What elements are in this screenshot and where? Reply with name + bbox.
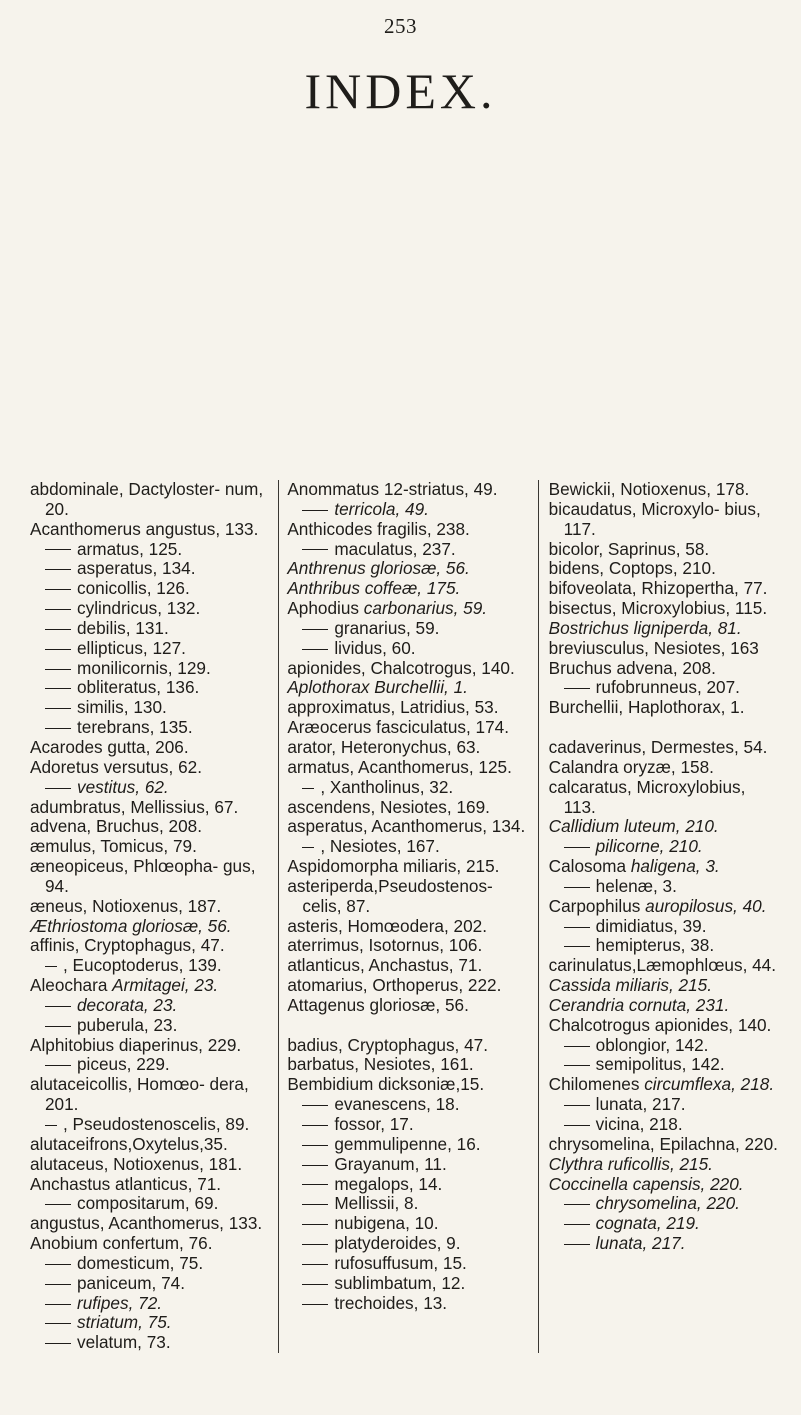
- index-entry: [287, 956, 529, 976]
- index-subentry: [287, 639, 529, 659]
- index-entry: [549, 559, 780, 579]
- entry-text: apionides, Chalcotrogus, 140.: [287, 657, 515, 678]
- entry-text: Calosoma: [548, 856, 631, 877]
- index-subentry: [287, 1194, 529, 1214]
- entry-text: Bruchus advena, 208.: [548, 657, 716, 678]
- index-entry: [30, 738, 264, 758]
- entry-text: bifoveolata, Rhizopertha, 77.: [548, 578, 768, 599]
- entry-text: trechoides, 13.: [334, 1292, 448, 1313]
- index-entry: [549, 738, 780, 758]
- entry-text: puberula, 23.: [77, 1014, 178, 1035]
- entry-text: adumbratus, Mellissius, 67.: [30, 796, 239, 817]
- index-entry: [30, 976, 264, 996]
- entry-text: Alphitobius diaperinus, 229.: [30, 1034, 242, 1055]
- index-entry: [287, 1075, 529, 1095]
- entry-text: sublimbatum, 12.: [334, 1272, 466, 1293]
- page-number: 253: [384, 14, 417, 38]
- index-subentry: [549, 1115, 780, 1135]
- entry-text: Aphodius: [287, 598, 364, 619]
- index-entry: [549, 1135, 780, 1155]
- index-subentry: [287, 540, 529, 560]
- index-entry: [287, 758, 529, 778]
- index-subentry: [30, 619, 264, 639]
- index-subentry: [30, 1313, 264, 1333]
- entry-text: Cassida miliaris, 215.: [548, 975, 712, 996]
- entry-text: oblongior, 142.: [595, 1034, 709, 1055]
- index-subentry: [30, 996, 264, 1016]
- index-subentry: [287, 1155, 529, 1175]
- index-entry: [30, 897, 264, 917]
- index-subentry: [30, 1274, 264, 1294]
- index-subentry: [30, 678, 264, 698]
- index-subentry: [30, 639, 264, 659]
- index-subentry: [30, 1254, 264, 1274]
- index-entry: [30, 1234, 264, 1254]
- entry-text: Chalcotrogus apionides, 140.: [548, 1014, 772, 1035]
- index-subentry: [30, 1294, 264, 1314]
- entry-text: ascendens, Nesiotes, 169.: [287, 796, 490, 817]
- entry-text: armatus, Acanthomerus, 125.: [287, 756, 512, 777]
- entry-text: evanescens, 18.: [334, 1094, 460, 1115]
- entry-text: æneus, Notioxenus, 187.: [30, 895, 222, 916]
- entry-text: Anommatus 12-striatus, 49.: [287, 479, 498, 499]
- entry-text: , Eucoptoderus, 139.: [63, 955, 222, 976]
- index-subentry: [549, 678, 780, 698]
- entry-text: obliteratus, 136.: [77, 677, 200, 698]
- index-subentry: [549, 1036, 780, 1056]
- index-subentry: [287, 1254, 529, 1274]
- index-entry: [549, 758, 780, 778]
- entry-text: breviusculus, Nesiotes, 163: [548, 637, 759, 658]
- index-entry: [287, 480, 529, 500]
- entry-text: bicaudatus, Microxylo- bius, 117.: [548, 498, 761, 539]
- entry-text: Anobium confertum, 76.: [30, 1233, 213, 1254]
- index-subentry: [549, 1194, 780, 1214]
- index-entry: [30, 480, 264, 520]
- entry-text: fossor, 17.: [334, 1114, 414, 1134]
- index-entry: [287, 738, 529, 758]
- index-subentry: [30, 579, 264, 599]
- index-subentry: [549, 936, 780, 956]
- index-entry: [30, 1075, 264, 1115]
- index-subentry: [287, 1274, 529, 1294]
- index-entry: [549, 1016, 780, 1036]
- index-subentry: [287, 1234, 529, 1254]
- entry-text: cadaverinus, Dermestes, 54.: [548, 736, 768, 757]
- index-subentry: [549, 917, 780, 937]
- index-entry: [287, 976, 529, 996]
- entry-text-italic: auropilosus, 40.: [645, 895, 767, 916]
- entry-text: terebrans, 135.: [77, 717, 193, 738]
- index-entry: [287, 678, 529, 698]
- index-subentry: [30, 1194, 264, 1214]
- index-entry: [549, 599, 780, 619]
- index-entry: [30, 1155, 264, 1175]
- entry-text: ellipticus, 127.: [77, 637, 186, 658]
- entry-text: debilis, 131.: [77, 617, 169, 638]
- index-subentry: [287, 1214, 529, 1234]
- entry-text: Carpophilus: [548, 895, 646, 916]
- entry-text: Bembidium dicksoniæ,15.: [287, 1074, 485, 1095]
- index-entry: [549, 1175, 780, 1195]
- index-subentry: [30, 698, 264, 718]
- entry-text: bisectus, Microxylobius, 115.: [548, 598, 768, 619]
- index-subentry: [30, 1016, 264, 1036]
- entry-text: Adoretus versutus, 62.: [30, 756, 202, 777]
- index-gap: [549, 718, 780, 738]
- entry-text: Acanthomerus angustus, 133.: [30, 518, 259, 539]
- entry-text: approximatus, Latridius, 53.: [287, 697, 499, 718]
- entry-text: Cerandria cornuta, 231.: [548, 994, 730, 1015]
- entry-text: atomarius, Orthoperus, 222.: [287, 975, 502, 996]
- entry-text: semipolitus, 142.: [595, 1054, 725, 1075]
- index-column-3: [538, 480, 780, 1353]
- index-entry: [549, 1075, 780, 1095]
- entry-text: advena, Bruchus, 208.: [30, 816, 202, 837]
- index-subentry: [287, 1175, 529, 1195]
- index-entry: [549, 480, 780, 500]
- entry-text: rufobrunneus, 207.: [595, 677, 740, 698]
- entry-text: Æthriostoma gloriosæ, 56.: [30, 915, 232, 936]
- entry-text: terricola, 49.: [334, 498, 429, 519]
- entry-text: asteris, Homœodera, 202.: [287, 915, 487, 936]
- index-entry: [287, 520, 529, 540]
- entry-text: Callidium luteum, 210.: [548, 816, 719, 837]
- entry-text: velatum, 73.: [77, 1332, 171, 1353]
- index-entry: [549, 659, 780, 679]
- entry-text: gemmulipenne, 16.: [334, 1133, 481, 1154]
- index-subentry: [287, 500, 529, 520]
- index-subentry: [549, 1055, 780, 1075]
- entry-text: vicina, 218.: [595, 1114, 683, 1134]
- entry-text: striatum, 75.: [77, 1312, 172, 1333]
- entry-text: cognata, 219.: [595, 1213, 700, 1234]
- index-entry: [549, 956, 780, 976]
- index-column-1: [30, 480, 278, 1353]
- index-entry: [549, 817, 780, 837]
- entry-text: Coccinella capensis, 220.: [548, 1173, 744, 1194]
- entry-text: Burchellii, Haplothorax, 1.: [548, 697, 745, 718]
- entry-text: pilicorne, 210.: [595, 836, 703, 857]
- entry-text: abdominale, Dactyloster- num, 20.: [30, 479, 264, 519]
- entry-text-italic: Armitagei, 23.: [112, 975, 219, 996]
- entry-text: Bostrichus ligniperda, 81.: [548, 617, 742, 638]
- index-entry: [549, 639, 780, 659]
- entry-text: armatus, 125.: [77, 538, 183, 559]
- index-entry: [287, 857, 529, 877]
- entry-text: lividus, 60.: [334, 637, 416, 658]
- index-entry: [287, 936, 529, 956]
- index-subentry: [30, 718, 264, 738]
- index-entry: [549, 619, 780, 639]
- index-entry: [30, 1135, 264, 1155]
- index-subentry: [30, 659, 264, 679]
- entry-text-italic: circumflexa, 218.: [644, 1074, 775, 1095]
- entry-text: alutaceicollis, Homœo- dera, 201.: [30, 1074, 249, 1115]
- entry-text: domesticum, 75.: [77, 1252, 204, 1273]
- index-entry: [30, 936, 264, 956]
- entry-text: chrysomelina, 220.: [595, 1193, 740, 1214]
- index-entry: [287, 798, 529, 818]
- index-subentry: [30, 540, 264, 560]
- entry-text: Aleochara: [30, 975, 113, 996]
- index-subentry: [30, 956, 264, 976]
- entry-text: hemipterus, 38.: [595, 935, 715, 956]
- index-entry: [549, 897, 780, 917]
- index-subentry: [287, 1294, 529, 1314]
- index-subentry: [30, 1055, 264, 1075]
- index-entry: [30, 798, 264, 818]
- index-entry: [549, 540, 780, 560]
- entry-text: paniceum, 74.: [77, 1272, 185, 1293]
- index-entry: [30, 1175, 264, 1195]
- index-entry: [30, 520, 264, 540]
- entry-text: æmulus, Tomicus, 79.: [30, 836, 197, 857]
- index-entry: [287, 917, 529, 937]
- entry-text: Anthribus coffeæ, 175.: [287, 578, 461, 599]
- entry-text: Acarodes gutta, 206.: [30, 736, 189, 757]
- index-entry: [30, 758, 264, 778]
- index-subentry: [287, 778, 529, 798]
- index-entry: [287, 1055, 529, 1075]
- index-entry: [30, 1036, 264, 1056]
- entry-text: Anthicodes fragilis, 238.: [287, 518, 470, 539]
- entry-text: piceus, 229.: [77, 1054, 170, 1075]
- entry-text: platyderoides, 9.: [334, 1233, 461, 1254]
- index-entry: [30, 857, 264, 897]
- entry-text: dimidiatus, 39.: [595, 915, 707, 936]
- index-entry: [549, 976, 780, 996]
- entry-text: asperatus, Acanthomerus, 134.: [287, 816, 526, 837]
- index-subentry: [549, 837, 780, 857]
- entry-text: similis, 130.: [77, 697, 167, 718]
- index-subentry: [549, 1234, 780, 1254]
- index-entry: [287, 559, 529, 579]
- index-subentry: [30, 1115, 264, 1135]
- entry-text: cylindricus, 132.: [77, 598, 201, 619]
- entry-text: Aplothorax Burchellii, 1.: [287, 677, 468, 698]
- index-entry: [287, 579, 529, 599]
- index-entry: [287, 996, 529, 1016]
- entry-text: asteriperda,Pseudostenos- celis, 87.: [287, 875, 493, 916]
- index-entry: [549, 857, 780, 877]
- entry-text: lunata, 217.: [595, 1094, 686, 1115]
- entry-text: badius, Cryptophagus, 47.: [287, 1034, 488, 1055]
- entry-text: carinulatus,Læmophlœus, 44.: [548, 955, 777, 976]
- entry-text: Chilomenes: [548, 1074, 645, 1095]
- index-entry: [287, 817, 529, 837]
- index-subentry: [287, 1135, 529, 1155]
- index-entry: [549, 996, 780, 1016]
- index-entry: [287, 718, 529, 738]
- entry-text-italic: carbonarius, 59.: [363, 598, 488, 619]
- entry-text: asperatus, 134.: [77, 558, 196, 579]
- index-entry: [30, 817, 264, 837]
- index-subentry: [549, 877, 780, 897]
- entry-text: alutaceus, Notioxenus, 181.: [30, 1153, 243, 1174]
- entry-text: Aspidomorpha miliaris, 215.: [287, 856, 500, 877]
- entry-text: bicolor, Saprinus, 58.: [548, 538, 710, 559]
- entry-text: affinis, Cryptophagus, 47.: [30, 935, 225, 956]
- index-subentry: [30, 778, 264, 798]
- index-subentry: [30, 1333, 264, 1353]
- entry-text: Anchastus atlanticus, 71.: [30, 1173, 222, 1194]
- entry-text: maculatus, 237.: [334, 538, 456, 559]
- entry-text: Clythra ruficollis, 215.: [548, 1153, 713, 1174]
- index-entry: [549, 1155, 780, 1175]
- entry-text: nubigena, 10.: [334, 1213, 439, 1234]
- entry-text: , Nesiotes, 167.: [320, 836, 440, 857]
- index-subentry: [287, 1115, 529, 1135]
- entry-text: granarius, 59.: [334, 617, 440, 638]
- entry-text: Grayanum, 11.: [334, 1153, 447, 1174]
- entry-text: , Pseudostenoscelis, 89.: [63, 1114, 250, 1134]
- index-entry: [549, 500, 780, 540]
- entry-text: Calandra oryzæ, 158.: [548, 756, 714, 777]
- entry-text: alutaceifrons,Oxytelus,35.: [30, 1133, 228, 1154]
- entry-text: rufosuffusum, 15.: [334, 1252, 467, 1273]
- index-subentry: [287, 1095, 529, 1115]
- index-gap: [287, 1016, 529, 1036]
- index-entry: [549, 698, 780, 718]
- index-columns: [30, 480, 780, 1353]
- index-subentry: [287, 837, 529, 857]
- index-subentry: [549, 1214, 780, 1234]
- index-subentry: [30, 559, 264, 579]
- entry-text: bidens, Coptops, 210.: [548, 558, 716, 579]
- entry-text: angustus, Acanthomerus, 133.: [30, 1213, 263, 1234]
- entry-text: conicollis, 126.: [77, 578, 190, 599]
- index-subentry: [30, 599, 264, 619]
- index-entry: [549, 778, 780, 818]
- entry-text: helenæ, 3.: [595, 875, 677, 896]
- entry-text: Mellissii, 8.: [334, 1193, 419, 1214]
- page-title: INDEX.: [304, 63, 497, 119]
- index-entry: [287, 698, 529, 718]
- entry-text: Attagenus gloriosæ, 56.: [287, 994, 469, 1015]
- index-entry: [287, 1036, 529, 1056]
- entry-text: æneopiceus, Phlœopha- gus, 94.: [30, 856, 256, 896]
- entry-text: megalops, 14.: [334, 1173, 443, 1194]
- entry-text: chrysomelina, Epilachna, 220.: [548, 1133, 778, 1154]
- index-entry: [287, 877, 529, 917]
- entry-text: barbatus, Nesiotes, 161.: [287, 1054, 474, 1075]
- index-entry: [287, 599, 529, 619]
- entry-text: Aræocerus fasciculatus, 174.: [287, 717, 509, 738]
- entry-text: lunata, 217.: [595, 1233, 686, 1254]
- index-entry: [30, 837, 264, 857]
- entry-text: calcaratus, Microxylobius, 113.: [548, 776, 746, 817]
- entry-text: aterrimus, Isotornus, 106.: [287, 935, 483, 956]
- entry-text: Anthrenus gloriosæ, 56.: [287, 558, 470, 579]
- index-column-2: [278, 480, 537, 1353]
- entry-text: Bewickii, Notioxenus, 178.: [548, 479, 750, 499]
- index-entry: [549, 579, 780, 599]
- entry-text: decorata, 23.: [77, 994, 178, 1015]
- entry-text: rufipes, 72.: [77, 1292, 163, 1313]
- entry-text: atlanticus, Anchastus, 71.: [287, 955, 483, 976]
- index-entry: [287, 659, 529, 679]
- entry-text: arator, Heteronychus, 63.: [287, 736, 481, 757]
- index-entry: [30, 1214, 264, 1234]
- index-entry: [30, 917, 264, 937]
- entry-text: , Xantholinus, 32.: [320, 776, 454, 797]
- entry-text-italic: haligena, 3.: [630, 856, 720, 877]
- entry-text: vestitus, 62.: [77, 776, 169, 797]
- entry-text: monilicornis, 129.: [77, 657, 211, 678]
- entry-text: compositarum, 69.: [77, 1193, 219, 1214]
- index-subentry: [287, 619, 529, 639]
- index-subentry: [549, 1095, 780, 1115]
